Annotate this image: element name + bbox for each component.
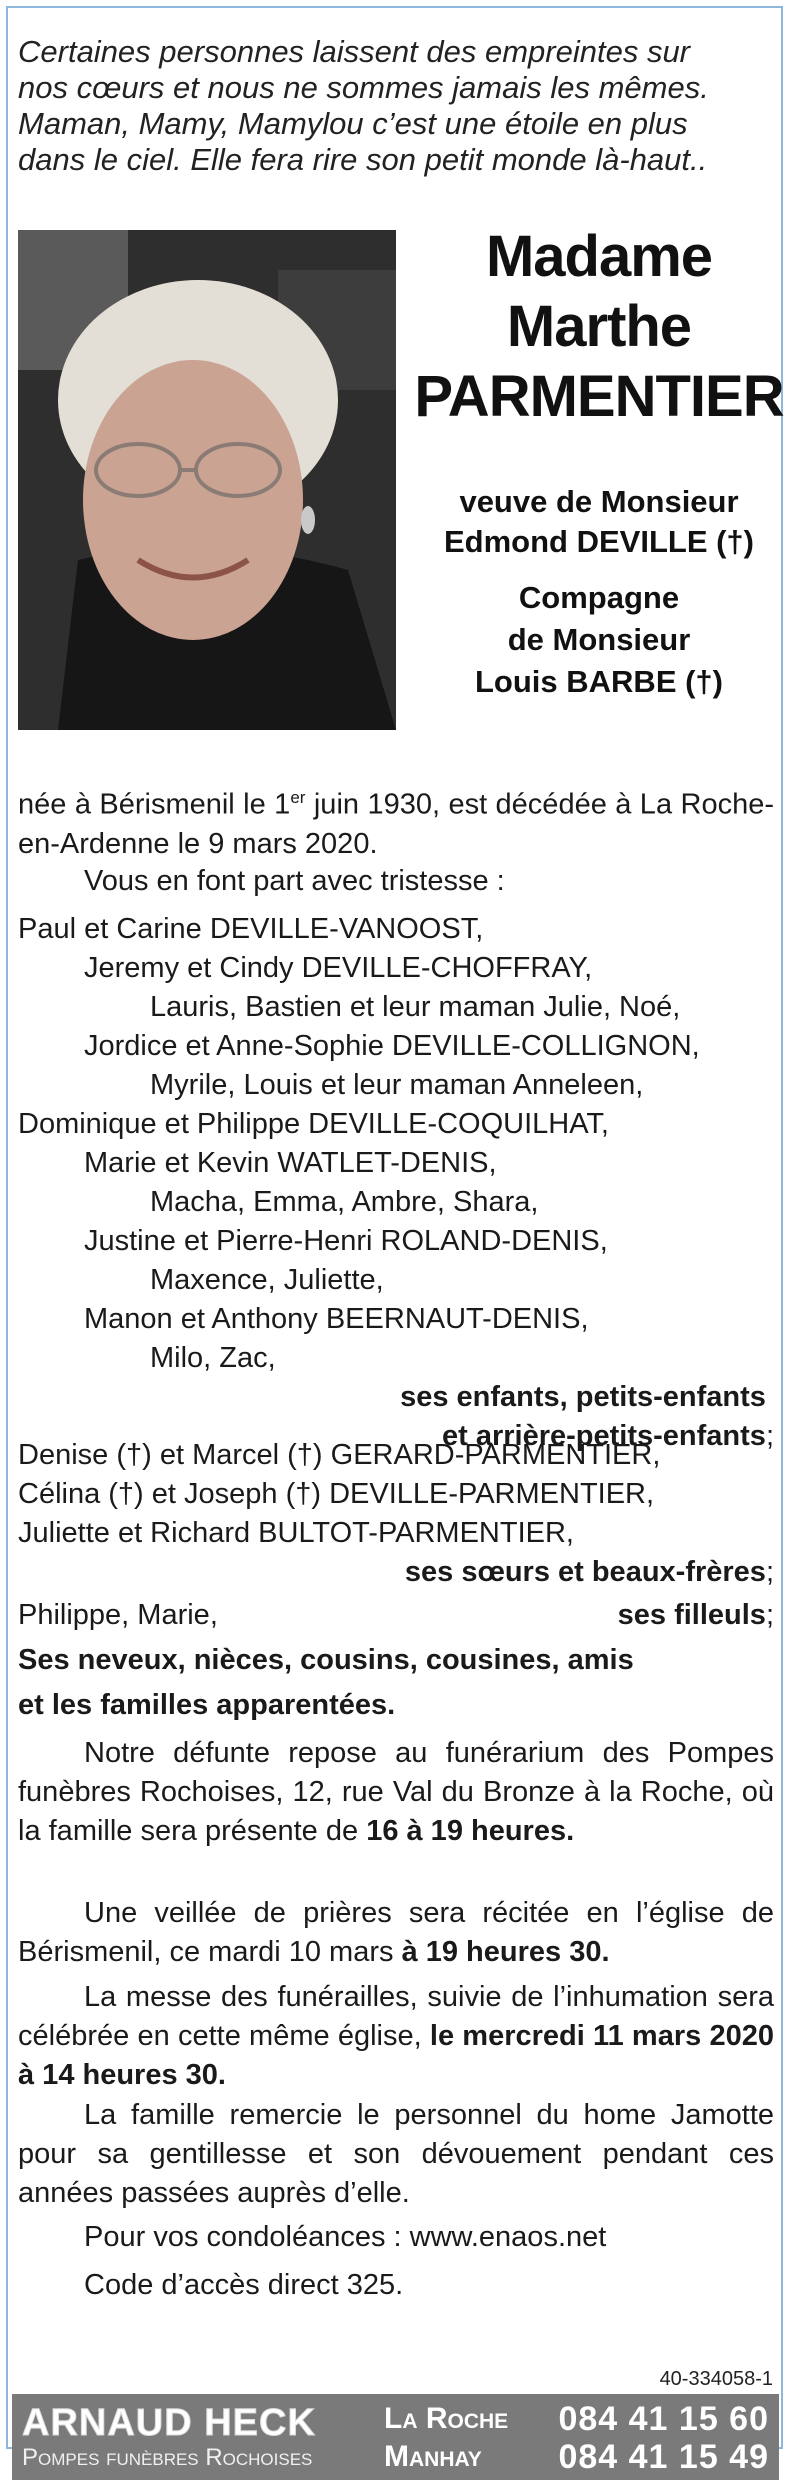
condolences-line: Pour vos condoléances : www.enaos.net xyxy=(84,2221,607,2253)
mass-paragraph xyxy=(18,1978,774,2095)
family-list xyxy=(18,910,774,1456)
rest-text: Notre défunte repose au funérarium des Pompes funèbres Rochoises, 12, rue Val du Bronze à la Roche, où la famille sera présente de xyxy=(18,1737,774,1847)
family-line: Marie et Kevin WATLET-DENIS, xyxy=(84,1147,497,1179)
ordinal-sup: er xyxy=(290,788,306,807)
family-line: Jeremy et Cindy DEVILLE-CHOFFRAY, xyxy=(84,952,593,984)
family-line: Paul et Carine DEVILLE-VANOOST, xyxy=(18,913,484,945)
intro-quote xyxy=(18,34,778,178)
punctuation: ; xyxy=(765,1556,774,1588)
sibling-line: Denise (†) et Marcel (†) GERARD-PARMENTIER, xyxy=(18,1439,661,1471)
portrait-image xyxy=(18,230,396,730)
reference-number: 40-334058-1 xyxy=(659,2368,773,2390)
vigil-paragraph xyxy=(18,1894,774,1972)
name-title: Madame xyxy=(485,224,713,289)
siblings-list xyxy=(18,1436,774,1725)
relatives-line: Ses neveux, nièces, cousins, cousines, amis xyxy=(18,1644,634,1676)
godchildren-label-wrap xyxy=(618,1596,774,1635)
announcement: Vous en font part avec tristesse : xyxy=(84,865,505,897)
siblings-label: ses sœurs et beaux-frères xyxy=(404,1556,766,1588)
family-line: Myrile, Louis et leur maman Anneleen, xyxy=(150,1069,644,1101)
family-line: Macha, Emma, Ambre, Shara, xyxy=(150,1186,539,1218)
funeral-home-banner xyxy=(12,2394,779,2480)
birth-death-paragraph xyxy=(18,778,774,864)
rest-hours: 16 à 19 heures. xyxy=(366,1815,575,1847)
relation-line: Compagne xyxy=(518,580,680,615)
siblings-label-row xyxy=(18,1553,774,1592)
brand-name: ARNAUD HECK xyxy=(22,2402,316,2444)
relatives-line: et les familles apparentées. xyxy=(18,1689,396,1721)
first-name: Marthe xyxy=(506,294,692,359)
last-name: PARMENTIER xyxy=(414,364,784,429)
relation-line: Louis BARBE (†) xyxy=(475,664,723,699)
relation-line: veuve de Monsieur xyxy=(459,484,739,519)
relation-line: de Monsieur xyxy=(507,622,691,657)
family-line: Justine et Pierre-Henri ROLAND-DENIS, xyxy=(84,1225,608,1257)
thanks-paragraph: La famille remercie le personnel du home Jamotte pour sa gentillesse et son dévouement pendant ces années passées auprès d’elle. xyxy=(18,2099,774,2209)
family-line: Lauris, Bastien et leur maman Julie, Noé, xyxy=(150,991,681,1023)
deceased-name xyxy=(410,222,788,432)
sibling-line: Célina (†) et Joseph (†) DEVILLE-PARMENTIER, xyxy=(18,1478,655,1510)
portrait-photo xyxy=(18,230,396,730)
vigil-text: Une veillée de prières sera récitée en l’église de Bérismenil, ce mardi 10 mars xyxy=(18,1897,774,1968)
birth-text: née à Bérismenil le 1 xyxy=(18,788,291,821)
family-line: Manon et Anthony BEERNAUT-DENIS, xyxy=(84,1303,589,1335)
relation-line: Edmond DEVILLE (†) xyxy=(444,524,754,559)
birth-text-rest: juin 1930, est décédée à La Roche-en-Ardenne le 9 mars 2020. xyxy=(18,788,774,860)
family-line: Maxence, Juliette, xyxy=(150,1264,384,1296)
mass-date: le mercredi 11 mars 2020 à 14 heures 30. xyxy=(18,2020,774,2091)
intro-line: Certaines personnes laissent des empreintes sur xyxy=(18,34,691,69)
children-label xyxy=(18,1378,774,1417)
phone-number: 084 41 15 60 xyxy=(558,2400,769,2438)
punctuation: ; xyxy=(765,1599,774,1631)
access-code-line: Code d’accès direct 325. xyxy=(84,2269,404,2301)
godchildren-label: ses filleuls xyxy=(617,1599,766,1631)
rest-paragraph xyxy=(18,1734,774,1851)
phone-number: 084 41 15 49 xyxy=(558,2438,769,2476)
family-line: Jordice et Anne-Sophie DEVILLE-COLLIGNON, xyxy=(84,1030,700,1062)
mass-text: La messe des funérailles, suivie de l’inhumation sera célébrée en cette même église, xyxy=(18,1981,774,2052)
godchildren-row xyxy=(18,1596,774,1635)
city-name: La Roche xyxy=(384,2402,509,2435)
godchildren-names: Philippe, Marie, xyxy=(18,1599,218,1631)
intro-line: nos cœurs et nous ne sommes jamais les mêmes. xyxy=(18,70,709,105)
sibling-line: Juliette et Richard BULTOT-PARMENTIER, xyxy=(18,1517,574,1549)
vigil-hours: à 19 heures 30. xyxy=(401,1936,610,1968)
city-name: Manhay xyxy=(384,2440,482,2473)
children-label-line: ses enfants, petits-enfants xyxy=(400,1381,766,1413)
intro-line: Maman, Mamy, Mamylou c’est une étoile en plus xyxy=(18,106,688,141)
children-label-line: et arrière-petits-enfants xyxy=(442,1420,766,1452)
family-line: Milo, Zac, xyxy=(150,1342,276,1374)
punctuation: ; xyxy=(765,1420,774,1452)
intro-line: dans le ciel. Elle fera rire son petit monde là-haut.. xyxy=(18,142,708,177)
family-line: Dominique et Philippe DEVILLE-COQUILHAT, xyxy=(18,1108,609,1140)
brand-subtitle: Pompes funèbres Rochoises xyxy=(22,2444,313,2471)
